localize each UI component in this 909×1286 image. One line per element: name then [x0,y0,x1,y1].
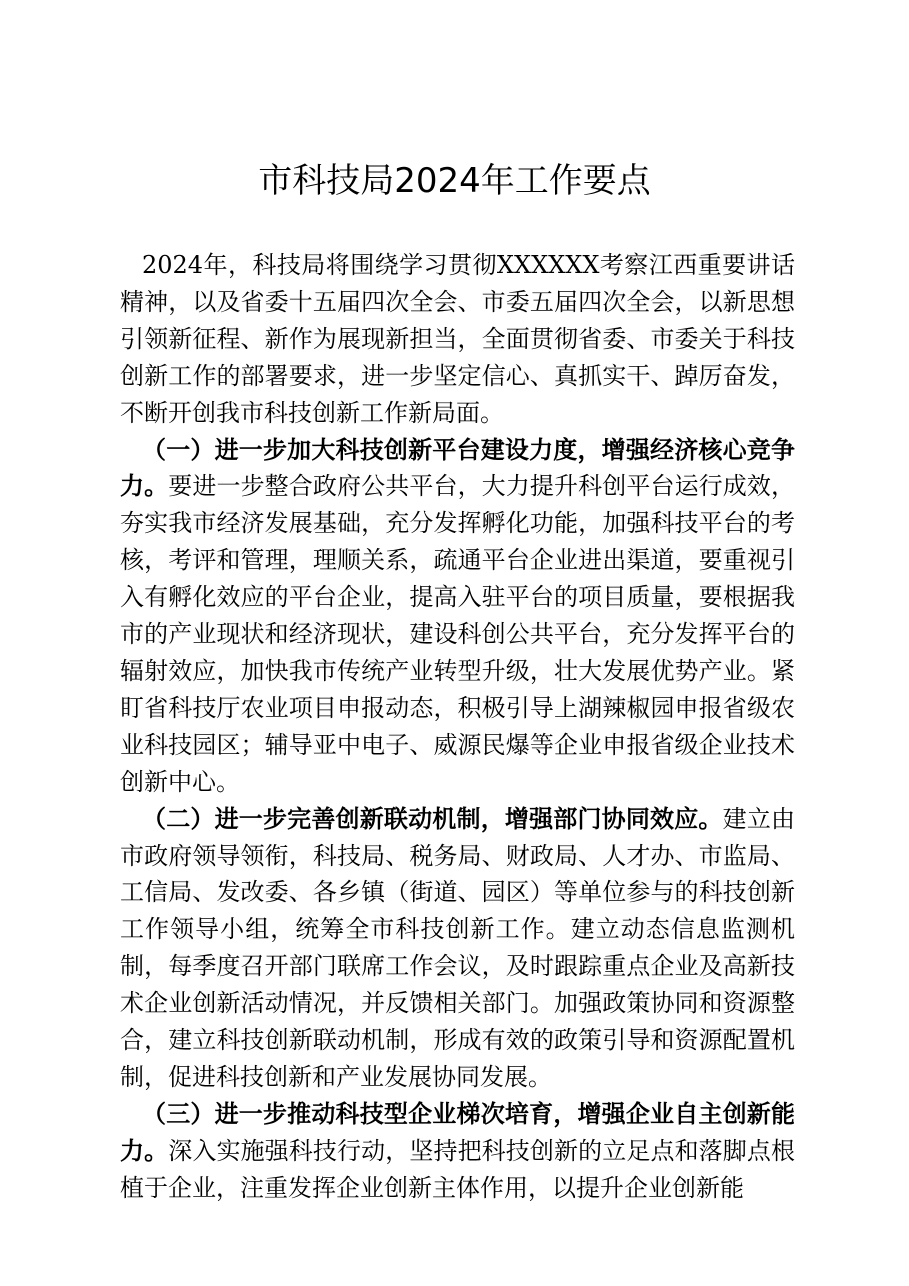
section-heading-2: （二）进一步完善创新联动机制，增强部门协同效应。 [142,803,723,833]
section-paragraph-1 [120,432,795,801]
document-body [120,247,795,1207]
section-text-1: 要进一步整合政府公共平台，大力提升科创平台运行成效，夯实我市经济发展基础，充分发挥孵化功能，加强科技平台的考核，考评和管理，理顺关系，疏通平台企业进出渠道，要重视引入有孵化效应的平台企业，提高入驻平台的项目质量，要根据我市的产业现状和经济现状，建设科创公共平台，充分发挥平台的辐射效应，加快我市传统产业转型升级，壮大发展优势产业。紧盯省科技厅农业项目申报动态，积极引导上湖辣椒园申报省级农业科技园区；辅导亚中电子、威源民爆等企业申报省级企业技术创新中心。 [120,472,796,796]
section-paragraph-3 [120,1096,795,1207]
section-text-2: 建立由市政府领导领衔，科技局、税务局、财政局、人才办、市监局、工信局、发改委、各乡镇（街道、园区）等单位参与的科技创新工作领导小组，统筹全市科技创新工作。建立动态信息监测机制，每季度召开部门联席工作会议，及时跟踪重点企业及高新技术企业创新活动情况，并反馈相关部门。加强政策协同和资源整合，建立科技创新联动机制，形成有效的政策引导和资源配置机制，促进科技创新和产业发展协同发展。 [120,804,796,1091]
intro-paragraph: 2024年，科技局将围绕学习贯彻XXXXXX考察江西重要讲话精神，以及省委十五届四次全会、市委五届四次全会，以新思想引领新征程、新作为展现新担当，全面贯彻省委、市委关于科技创新工作的部署要求，进一步坚定信心、真抓实干、踔厉奋发，不断开创我市科技创新工作新局面。 [120,251,795,427]
section-heading-3: （三）进一步推动科技型企业梯次培育，增强企业自主创新能力。 [120,1098,795,1165]
section-text-3: 深入实施强科技行动，坚持把科技创新的立足点和落脚点根植于企业，注重发挥企业创新主体作用，以提升企业创新能 [120,1136,796,1202]
section-heading-1: （一）进一步加大科技创新平台建设力度，增强经济核心竞争力。 [120,434,795,501]
document-title: 市科技局2024年工作要点 [258,161,651,201]
section-paragraph-2 [120,801,795,1096]
